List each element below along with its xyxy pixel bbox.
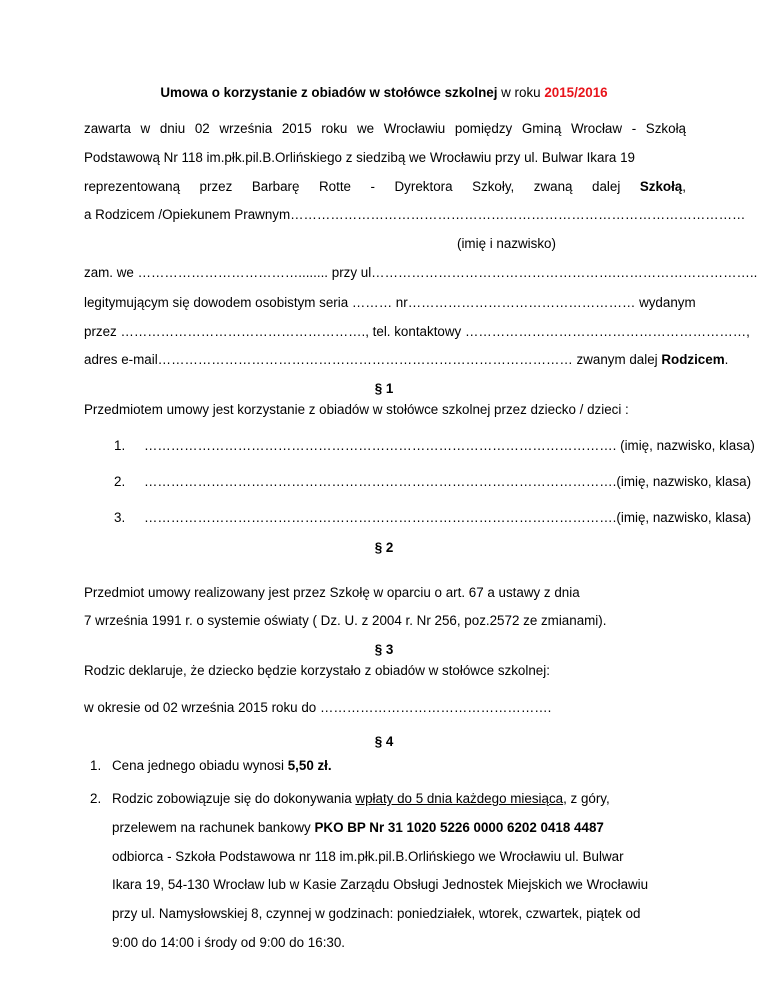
title-bold: Umowa o korzystanie z obiadów w stołówce szkolnej [160,85,498,100]
section-2-line-2: 7 września 1991 r. o systemie oświaty ( Dz. U. z 2004 r. Nr 256, poz.2572 ze zmianami). [84,613,607,628]
payment-item-line-2 [112,820,604,835]
school-term: Szkołą [639,179,683,194]
section-3-line-1: Rodzic deklaruje, że dziecko będzie korzystało z obiadów w stołówce szkolnej: [84,663,550,678]
price-item-number: 1. [90,758,102,773]
payment-item-line-1 [90,791,610,806]
intro-line-4: a Rodzicem /Opiekunem Prawnym………………………………………………………………………………………… [84,207,746,222]
child-line-text: …………………………………………………………………………………………….(imię, nazwisko, klasa) [144,510,752,525]
parent-term: Rodzicem [661,352,725,367]
child-line-number: 1. [114,438,126,453]
payment-text-end: , z góry, [563,791,610,806]
meal-price: 5,50 zł. [287,758,332,773]
intro-line-7: legitymującym się dowodem osobistym seria ……… nr…………………………………………… wydanym [84,295,696,310]
intro-line-3-text: reprezentowaną przez Barbarę Rotte - Dyrektora Szkoły, zwaną dalej [84,179,621,194]
bank-account-number: PKO BP Nr 31 1020 5226 0000 6202 0418 4487 [314,820,604,835]
payment-item-line-4: Ikara 19, 54-130 Wrocław lub w Kasie Zarządu Obsługi Jednostek Miejskich we Wrocławiu [112,877,649,892]
child-line-number: 2. [114,474,126,489]
section-3-heading: § 3 [374,642,394,657]
child-line-1 [114,438,755,453]
child-line-text: ……………………………………………………………………………………………. (imię, nazwisko, klasa) [144,438,755,453]
document-title [0,85,768,100]
payment-transfer-text: przelewem na rachunek bankowy [112,820,315,835]
price-item-text: Cena jednego obiadu wynosi [112,758,288,773]
payment-text: Rodzic zobowiązuje się do dokonywania [112,791,356,806]
section-1-heading: § 1 [374,381,394,396]
child-line-2 [114,474,751,489]
child-line-text: …………………………………………………………………………………………….(imię, nazwisko, klasa) [144,474,752,489]
section-2-line-1: Przedmiot umowy realizowany jest przez Szkołę w oparciu o art. 67 a ustawy z dnia [84,585,580,600]
intro-line-9-end: . [724,352,729,367]
price-item [90,758,332,773]
intro-line-3 [84,179,686,194]
title-year: 2015/2016 [544,85,608,100]
intro-line-1: zawarta w dniu 02 września 2015 roku we Wrocławiu pomiędzy Gminą Wrocław - Szkołą [84,121,686,136]
intro-line-9-text: adres e-mail………………………………………………………………………………… zwanym dalej [84,352,662,367]
intro-line-2: Podstawową Nr 118 im.płk.pil.B.Orlińskiego z siedzibą we Wrocławiu przy ul. Bulwar Ikara 19 [84,150,635,165]
intro-line-3-end: , [682,179,686,194]
payment-item-line-6: 9:00 do 14:00 i środy od 9:00 do 16:30. [112,935,346,950]
child-line-number: 3. [114,510,126,525]
payment-item-line-5: przy ul. Namysłowskiej 8, czynnej w godzinach: poniedziałek, wtorek, czwartek, piątek od [112,906,641,921]
section-2-heading: § 2 [374,540,394,555]
payment-item-number: 2. [90,791,102,806]
intro-line-9 [84,352,728,367]
payment-deadline: wpłaty do 5 dnia każdego miesiąca [355,791,564,806]
payment-item-line-3: odbiorca - Szkoła Podstawowa nr 118 im.płk.pil.B.Orlińskiego we Wrocławiu ul. Bulwar [112,849,624,864]
child-line-3 [114,510,751,525]
section-4-heading: § 4 [374,734,394,749]
intro-name-caption: (imię i nazwisko) [457,236,556,251]
intro-line-6: zam. we ………………………………........ przy ul……………………………………………….………………………….. [84,265,758,280]
intro-line-8: przez ………………………………………………., tel. kontaktowy ………………………………………………………, [84,324,750,339]
section-1-text: Przedmiotem umowy jest korzystanie z obiadów w stołówce szkolnej przez dziecko / dzieci : [84,402,629,417]
title-plain: w roku [497,85,545,100]
section-3-line-2: w okresie od 02 września 2015 roku do ……………………………………………. [84,700,552,715]
